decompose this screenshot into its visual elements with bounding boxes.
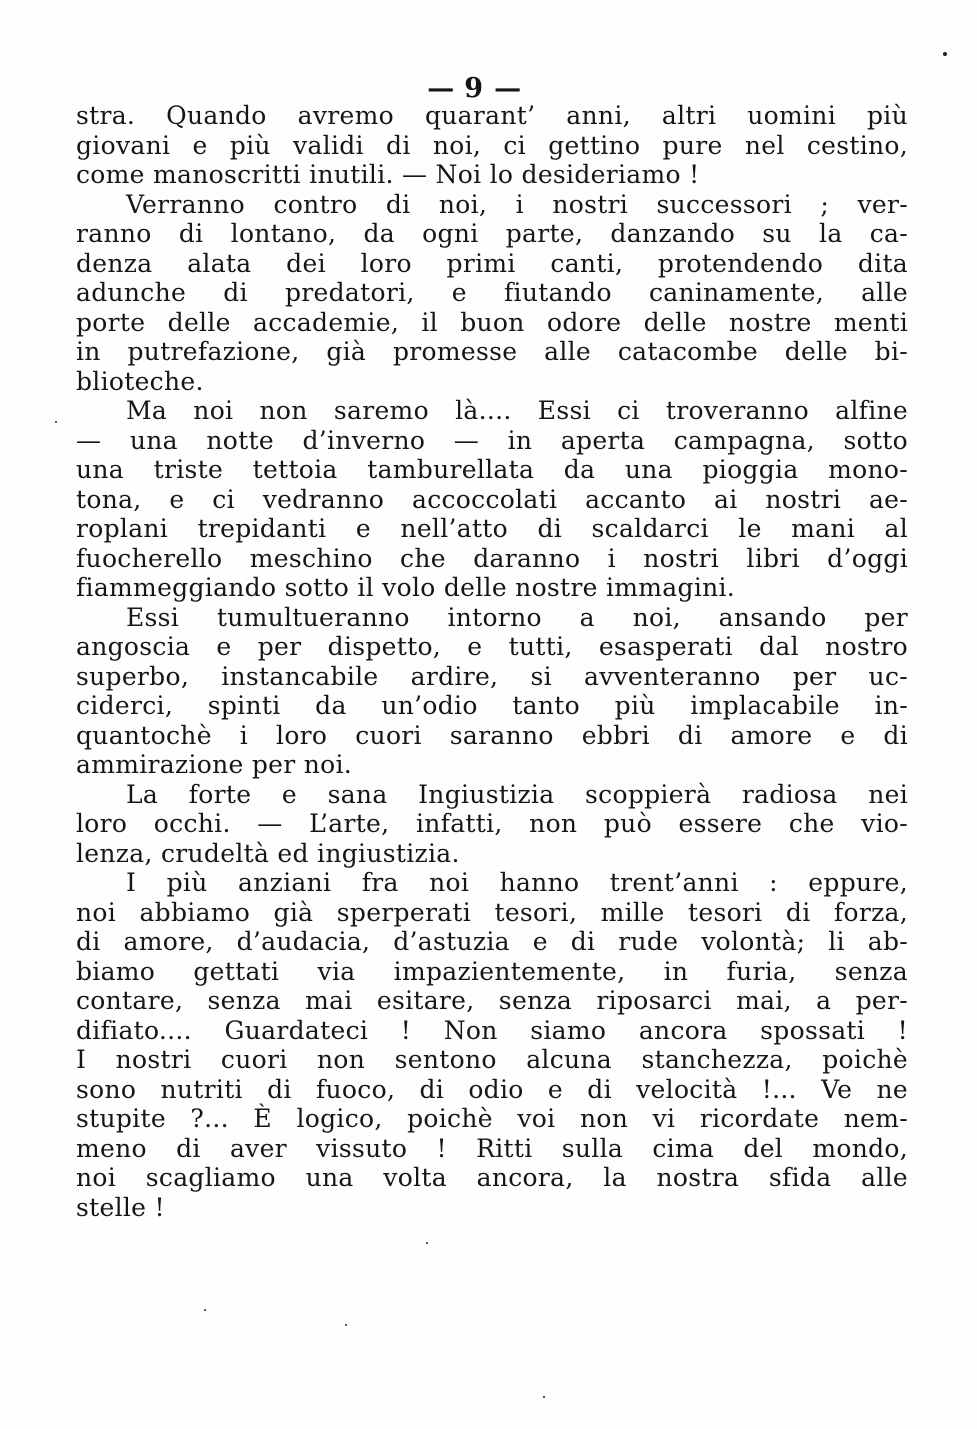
text-line: angoscia e per dispetto, e tutti, esasperati dal nostro	[76, 632, 908, 661]
text-line: tona, e ci vedranno accoccolati accanto ai nostri ae-	[76, 484, 908, 514]
text-line: quantochè i loro cuori saranno ebbri di amore e di	[76, 720, 908, 750]
text-line: loro occhi. — L’arte, infatti, non può essere che vio-	[76, 809, 908, 838]
text-line: superbo, instancabile ardire, si avventeranno per uc-	[76, 661, 908, 691]
text-line: biamo gettati via impazientemente, in furia, senza	[76, 956, 908, 986]
scan-speck	[204, 1309, 206, 1311]
text-line: ranno di lontano, da ogni parte, danzando su la ca-	[76, 219, 908, 248]
header-left-dash: —	[427, 73, 455, 104]
text-line: come manoscritti inutili. — Noi lo desideriamo !	[76, 160, 700, 189]
scan-speck	[55, 421, 57, 423]
text-line: — una notte d’inverno — in aperta campagna, sotto	[76, 425, 908, 455]
text-line: adunche di predatori, e fiutando caninamente, alle	[76, 278, 908, 307]
header-right-dash: —	[494, 73, 522, 104]
scan-speck	[345, 1324, 347, 1326]
text-line: noi abbiamo già sperperati tesori, mille tesori di forza,	[76, 897, 908, 927]
text-line: contare, senza mai esitare, senza riposarci mai, a per-	[76, 986, 908, 1015]
scan-speck	[543, 1396, 545, 1398]
text-block	[76, 101, 908, 1222]
text-line: stelle !	[76, 1192, 165, 1222]
text-line: lenza, crudeltà ed ingiustizia.	[76, 838, 460, 868]
text-line: denza alata dei loro primi canti, protendendo dita	[76, 248, 908, 278]
text-line: I nostri cuori non sentono alcuna stanchezza, poichè	[76, 1045, 908, 1074]
text-line: stra. Quando avremo quarant’ anni, altri uomini più	[76, 101, 908, 130]
text-line: Ma noi non saremo là.... Essi ci troveranno alfine	[126, 396, 908, 425]
text-line: Verranno contro di noi, i nostri successori ; ver-	[126, 189, 908, 219]
text-line: noi scagliamo una volta ancora, la nostra sfida alle	[76, 1163, 908, 1192]
page-number: 9	[464, 73, 485, 104]
text-line: fuocherello meschino che daranno i nostri libri d’oggi	[76, 543, 908, 573]
text-line: Essi tumultueranno intorno a noi, ansando per	[126, 602, 908, 632]
text-line: I più anziani fra noi hanno trent’anni : eppure,	[126, 868, 908, 897]
text-line: difiato.... Guardateci ! Non siamo ancora spossati !	[76, 1015, 908, 1045]
text-line: una triste tettoia tamburellata da una pioggia mono-	[76, 455, 908, 484]
text-line: giovani e più validi di noi, ci gettino pure nel cestino,	[76, 130, 908, 160]
text-line: porte delle accademie, il buon odore delle nostre menti	[76, 307, 908, 337]
text-line: roplani trepidanti e nell’atto di scaldarci le mani al	[76, 514, 908, 543]
text-line: meno di aver vissuto ! Ritti sulla cima del mondo,	[76, 1133, 908, 1163]
text-line: stupite ?... È logico, poichè voi non vi ricordate nem-	[76, 1104, 908, 1133]
text-line: fiammeggiando sotto il volo delle nostre immagini.	[76, 573, 736, 602]
scan-speck	[426, 1242, 428, 1244]
scan-speck	[943, 52, 947, 56]
text-line: ciderci, spinti da un’odio tanto più implacabile in-	[76, 691, 908, 720]
text-line: sono nutriti di fuoco, di odio e di velocità !... Ve ne	[76, 1074, 908, 1104]
text-line: La forte e sana Ingiustizia scoppierà radiosa nei	[126, 779, 908, 809]
text-line: ammirazione per noi.	[76, 750, 353, 779]
text-line: in putrefazione, già promesse alle catacombe delle bi-	[76, 337, 908, 366]
text-line: blioteche.	[76, 366, 204, 396]
text-line: di amore, d’audacia, d’astuzia e di rude volontà; li ab-	[76, 927, 908, 956]
